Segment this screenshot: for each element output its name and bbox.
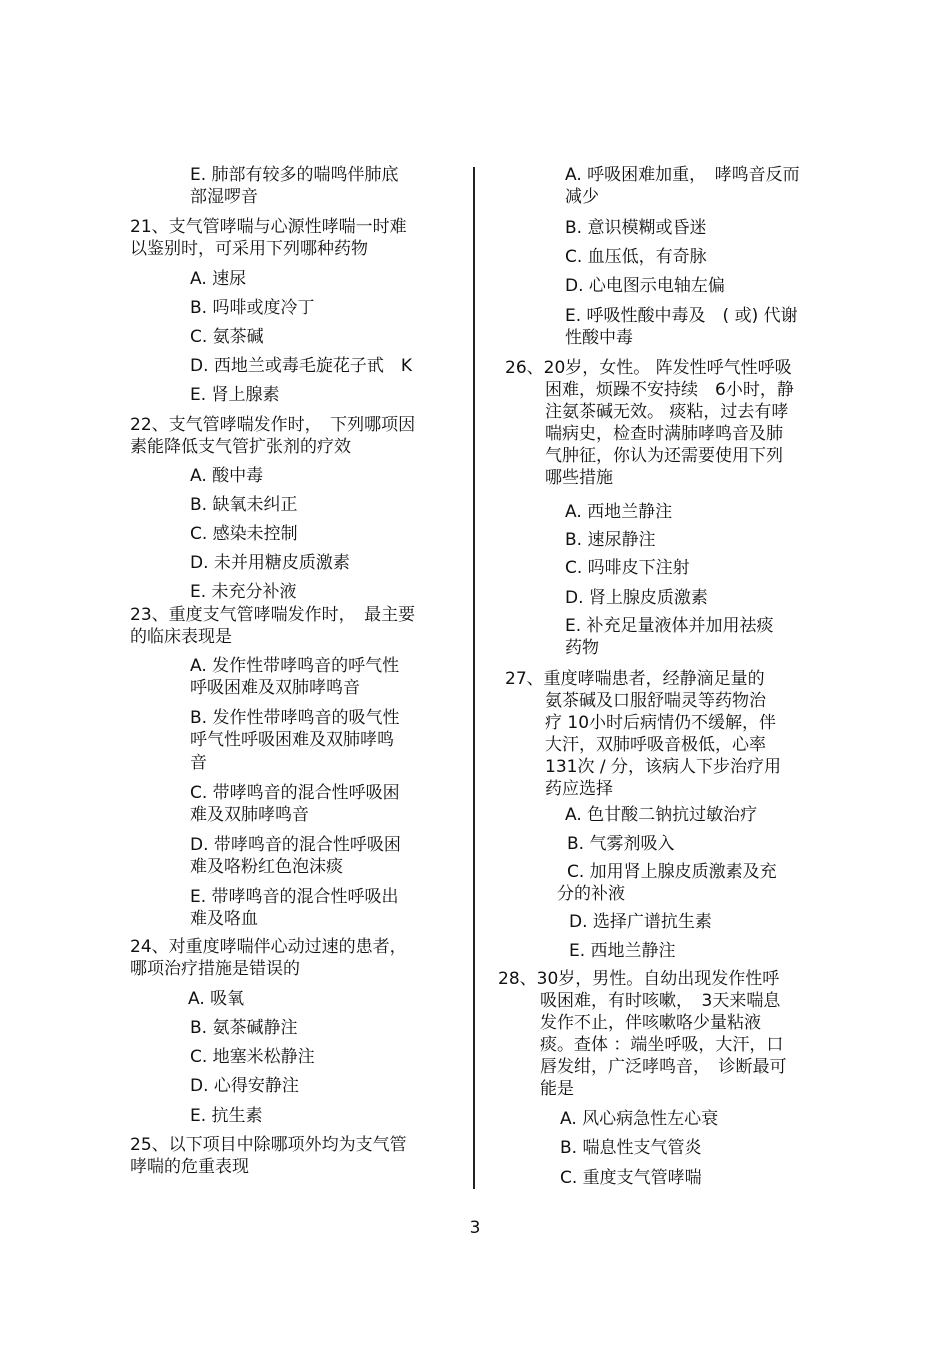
answer-option: A. 吸氧: [188, 989, 245, 1009]
question-text: 哪些措施: [545, 468, 613, 488]
question-text: 131次 / 分，该病人下步治疗用: [545, 757, 781, 777]
answer-option: E. 西地兰静注: [569, 941, 676, 961]
answer-option: A. 风心病急性左心衰: [560, 1109, 719, 1129]
question-text: 23、重度支气管哮喘发作时， 最主要: [130, 605, 416, 625]
answer-option: 难及咯血: [190, 909, 258, 929]
question-text: 22、支气管哮喘发作时， 下列哪项因: [130, 415, 416, 435]
question-text: 吸困难，有时咳嗽， 3天来喘息: [540, 991, 781, 1011]
answer-option: C. 重度支气管哮喘: [560, 1168, 702, 1188]
answer-option: C. 地塞米松静注: [190, 1047, 315, 1067]
answer-option: 减少: [565, 187, 599, 207]
answer-option: 部湿啰音: [190, 187, 258, 207]
question-text: 27、重度哮喘患者，经静滴足量的: [505, 669, 765, 689]
answer-option: A. 西地兰静注: [565, 502, 673, 522]
question-text: 疗 10小时后病情仍不缓解，伴: [545, 713, 777, 733]
question-text: 24、对重度哮喘伴心动过速的患者，: [130, 937, 407, 957]
question-text: 药应选择: [545, 779, 613, 799]
answer-option: A. 色甘酸二钠抗过敏治疗: [565, 805, 758, 825]
answer-option: C. 吗啡皮下注射: [565, 558, 690, 578]
answer-option: E. 呼吸性酸中毒及 ( 或) 代谢: [565, 306, 798, 326]
question-text: 21、支气管哮喘与心源性哮喘一时难: [130, 217, 407, 237]
answer-option: B. 缺氧未纠正: [190, 495, 298, 515]
question-text: 哮喘的危重表现: [130, 1157, 249, 1177]
page-number: 3: [469, 1218, 481, 1238]
answer-option: C. 氨茶碱: [190, 327, 264, 347]
question-text: 困难，烦躁不安持续 6小时，静: [545, 380, 794, 400]
question-text: 素能降低支气管扩张剂的疗效: [130, 437, 351, 457]
answer-option: A. 发作性带哮鸣音的呼气性: [190, 656, 400, 676]
answer-option: B. 氨茶碱静注: [190, 1018, 298, 1038]
question-text: 注氨茶碱无效。 痰粘，过去有哮: [545, 402, 789, 422]
answer-option: B. 速尿静注: [565, 530, 656, 550]
answer-option: D. 肾上腺皮质激素: [565, 588, 708, 608]
question-text: 唇发绀，广泛哮鸣音， 诊断最可: [540, 1057, 787, 1077]
answer-option: 难及咯粉红色泡沫痰: [190, 857, 343, 877]
answer-option: D. 带哮鸣音的混合性呼吸困: [190, 835, 401, 855]
answer-option: D. 心得安静注: [190, 1076, 299, 1096]
answer-option: E. 带哮鸣音的混合性呼吸出: [190, 887, 399, 907]
question-text: 氨茶碱及口服舒喘灵等药物治: [545, 691, 766, 711]
answer-option: C. 加用肾上腺皮质激素及充: [567, 862, 777, 882]
answer-option: A. 酸中毒: [190, 466, 264, 486]
answer-option: B. 意识模糊或昏迷: [565, 218, 707, 238]
answer-option: D. 西地兰或毒毛旋花子甙 K: [190, 356, 413, 376]
answer-option: E. 肾上腺素: [190, 385, 280, 405]
answer-option: 药物: [565, 638, 599, 658]
question-text: 26、20岁，女性。 阵发性呼气性呼吸: [505, 358, 792, 378]
column-divider: [473, 167, 475, 1189]
answer-option: B. 喘息性支气管炎: [560, 1138, 702, 1158]
answer-option: B. 发作性带哮鸣音的吸气性: [190, 708, 400, 728]
answer-option: 难及双肺哮鸣音: [190, 805, 309, 825]
answer-option: B. 吗啡或度冷丁: [190, 298, 315, 318]
answer-option: C. 血压低，有奇脉: [565, 247, 707, 267]
question-text: 的临床表现是: [130, 627, 232, 647]
answer-option: C. 带哮鸣音的混合性呼吸困: [190, 783, 400, 803]
question-text: 大汗，双肺呼吸音极低，心率: [545, 735, 766, 755]
answer-option: A. 呼吸困难加重， 哮鸣音反而: [565, 165, 800, 185]
question-text: 发作不止，伴咳嗽咯少量粘液: [540, 1013, 761, 1033]
answer-option: 音: [190, 753, 207, 773]
answer-option: D. 未并用糖皮质激素: [190, 553, 350, 573]
question-text: 以鉴别时，可采用下列哪种药物: [130, 239, 368, 259]
answer-option: 性酸中毒: [565, 328, 633, 348]
answer-option: E. 未充分补液: [190, 582, 297, 602]
question-text: 28、30岁，男性。自幼出现发作性呼: [498, 969, 780, 989]
question-text: 喘病史，检查时满肺哮鸣音及肺: [545, 424, 783, 444]
question-text: 能是: [540, 1079, 574, 1099]
answer-option: C. 感染未控制: [190, 524, 298, 544]
answer-option: 分的补液: [557, 884, 625, 904]
answer-option: E. 抗生素: [190, 1106, 263, 1126]
answer-option: D. 选择广谱抗生素: [569, 912, 712, 932]
answer-option: E. 肺部有较多的喘鸣伴肺底: [190, 165, 399, 185]
answer-option: E. 补充足量液体并加用祛痰: [565, 616, 774, 636]
answer-option: D. 心电图示电轴左偏: [565, 276, 725, 296]
question-text: 气肿征，你认为还需要使用下列: [545, 446, 783, 466]
question-text: 痰。查体 ：端坐呼吸，大汗，口: [540, 1035, 784, 1055]
answer-option: 呼吸困难及双肺哮鸣音: [190, 678, 360, 698]
question-text: 哪项治疗措施是错误的: [130, 959, 300, 979]
answer-option: 呼气性呼吸困难及双肺哮鸣: [190, 730, 394, 750]
answer-option: A. 速尿: [190, 269, 247, 289]
answer-option: B. 气雾剂吸入: [567, 834, 675, 854]
question-text: 25、以下项目中除哪项外均为支气管: [130, 1135, 407, 1155]
